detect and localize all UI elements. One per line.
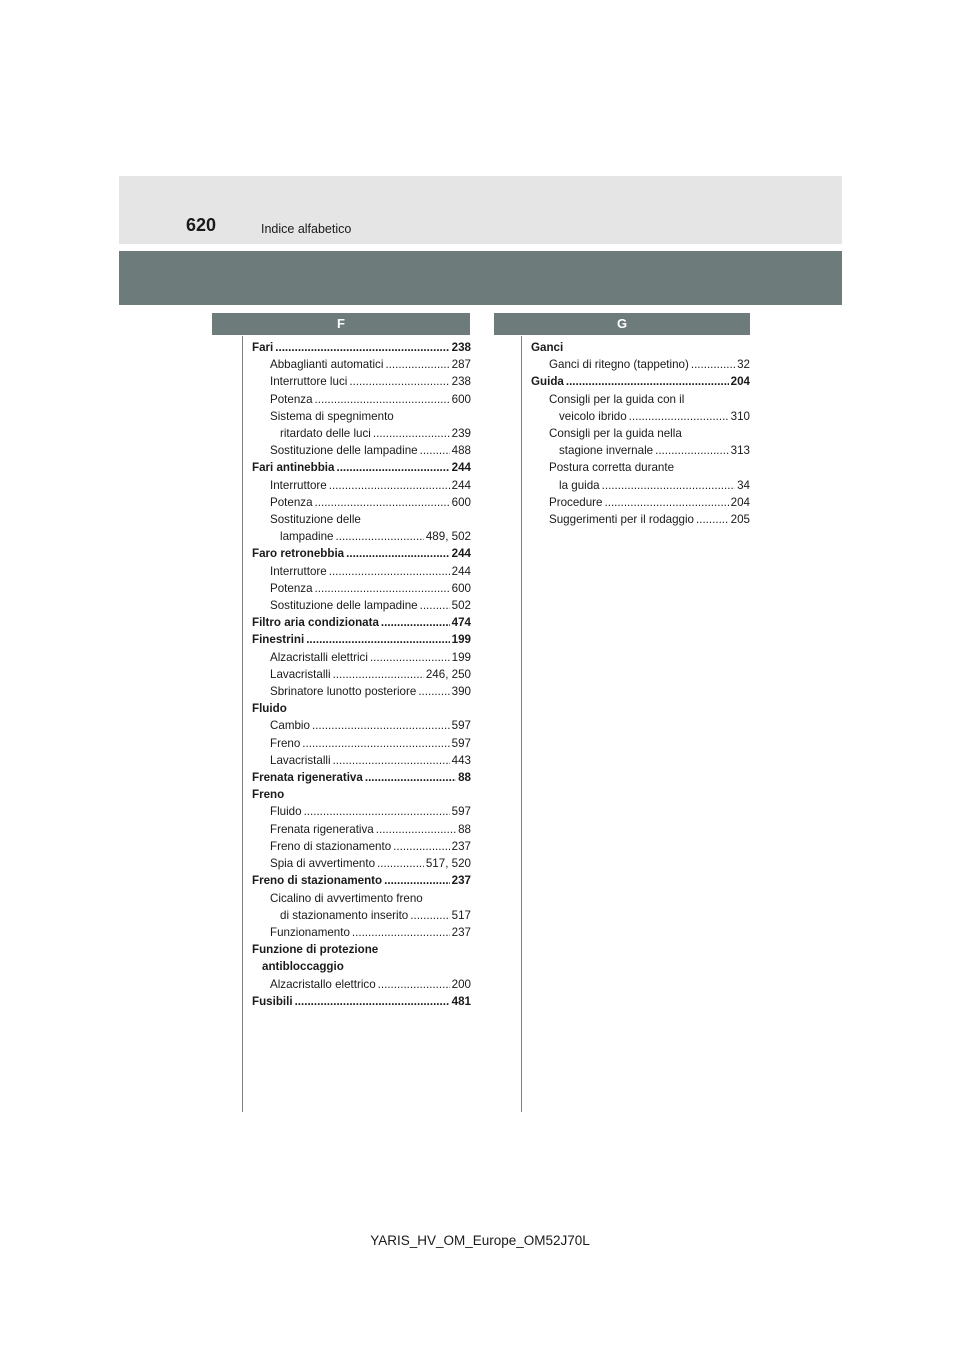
index-entry-page: 88 — [458, 822, 471, 836]
index-entry-text: lampadine — [280, 530, 334, 544]
index-entry — [252, 924, 471, 941]
index-entry — [252, 459, 471, 476]
index-entry-text: Frenata rigenerativa — [252, 771, 363, 785]
index-entry-text: Fari — [252, 341, 274, 354]
dot-leader — [420, 442, 450, 459]
index-entry-page: 239 — [451, 427, 471, 441]
dot-leader — [381, 614, 450, 631]
dot-leader — [384, 872, 450, 889]
index-entry-text: Potenza — [270, 581, 313, 595]
dot-leader — [352, 924, 450, 941]
index-entry-text: Faro retronebbia — [252, 547, 345, 561]
dot-leader — [373, 425, 450, 442]
document-code: YARIS_HV_OM_Europe_OM52J70L — [370, 1233, 590, 1248]
index-entry — [531, 459, 750, 476]
dot-leader — [365, 769, 456, 786]
dot-leader — [566, 373, 729, 390]
index-entry — [252, 700, 471, 717]
index-entry-text: stagione invernale — [559, 444, 654, 458]
dot-leader — [333, 752, 450, 769]
index-entry-page: 310 — [730, 409, 750, 423]
dot-leader — [346, 545, 450, 562]
dot-leader — [329, 563, 450, 580]
index-entry — [531, 391, 750, 408]
index-entry-text: Sbrinatore lunotto posteriore — [270, 685, 417, 699]
index-entry-text: Fusibili — [252, 994, 293, 1008]
dot-leader — [312, 717, 450, 734]
index-entry-text: Sistema di spegnimento — [270, 409, 394, 423]
index-entry-page: 244 — [451, 478, 471, 492]
index-entry-text: Freno — [252, 788, 285, 802]
letter-header-f: F — [212, 313, 470, 335]
index-entry-page: 600 — [451, 495, 471, 509]
index-entry — [252, 717, 471, 734]
index-entry-page: 200 — [451, 977, 471, 991]
index-entry-page: 199 — [451, 650, 471, 664]
index-entry — [252, 838, 471, 855]
index-entry — [252, 597, 471, 614]
index-entry — [252, 425, 471, 442]
column-divider — [521, 336, 522, 1112]
dot-leader — [336, 528, 424, 545]
index-entry — [252, 769, 471, 786]
index-entry-text: Lavacristalli — [270, 753, 331, 767]
column-divider — [242, 336, 243, 1112]
index-entry-text: Interruttore luci — [270, 375, 348, 389]
index-entry-page: 204 — [730, 375, 750, 389]
index-entry-page: 237 — [451, 925, 471, 939]
index-entry-text: Potenza — [270, 495, 313, 509]
letter-header-g: G — [494, 313, 750, 335]
index-entry-text: Alzacristallo elettrico — [270, 977, 376, 991]
index-entry — [252, 683, 471, 700]
dot-leader — [333, 666, 424, 683]
index-entry — [252, 803, 471, 820]
index-entry-page: 204 — [730, 495, 750, 509]
index-entry-text: Suggerimenti per il rodaggio — [549, 513, 695, 527]
index-entry — [252, 855, 471, 872]
index-entry — [531, 425, 750, 442]
dot-leader — [306, 631, 449, 648]
index-entry-text: Fluido — [252, 702, 287, 716]
index-entry-page: 32 — [737, 358, 750, 372]
index-entry-page: 199 — [451, 633, 471, 647]
index-entry — [252, 821, 471, 838]
index-entry-text: Cicalino di avvertimento freno — [270, 891, 423, 905]
index-entry — [252, 993, 471, 1010]
index-entry — [531, 408, 750, 425]
index-entry-page: 390 — [451, 685, 471, 699]
index-entry — [252, 976, 471, 993]
header-band — [119, 176, 842, 244]
dot-leader — [336, 459, 449, 476]
index-entry-page: 238 — [451, 341, 471, 354]
index-entry-page: 244 — [451, 564, 471, 578]
index-entry — [252, 442, 471, 459]
index-entry-text: Freno — [270, 736, 301, 750]
dot-leader — [418, 683, 449, 700]
section-band — [119, 251, 842, 305]
index-entry-text: Freno di stazionamento — [252, 874, 383, 888]
index-column-g — [531, 339, 750, 528]
index-entry — [252, 528, 471, 545]
index-entry-text: Consigli per la guida con il — [549, 392, 685, 406]
index-entry — [252, 511, 471, 528]
index-entry-text: Finestrini — [252, 633, 305, 647]
index-entry-text: Sostituzione delle — [270, 513, 361, 527]
page-number: 620 — [186, 215, 217, 235]
index-entry-page: 443 — [451, 753, 471, 767]
index-entry-page: 597 — [451, 805, 471, 819]
index-entry-page: 244 — [451, 547, 471, 561]
dot-leader — [349, 373, 449, 390]
index-entry-page: 517 — [451, 908, 471, 922]
index-entry — [252, 494, 471, 511]
index-entry — [252, 890, 471, 907]
index-entry — [252, 649, 471, 666]
index-entry-text: Procedure — [549, 495, 603, 509]
index-entry-page: 488 — [451, 444, 471, 458]
index-entry-page: 205 — [730, 513, 750, 527]
dot-leader — [377, 855, 424, 872]
index-entry-page: 237 — [451, 839, 471, 853]
dot-leader — [410, 907, 449, 924]
index-entry — [252, 907, 471, 924]
dot-leader — [393, 838, 449, 855]
index-entry-text: Funzionamento — [270, 925, 350, 939]
index-entry-page: 237 — [451, 874, 471, 888]
index-entry — [252, 391, 471, 408]
index-entry-text: Filtro aria condizionata — [252, 616, 379, 630]
index-entry-text: Abbaglianti automatici — [270, 358, 384, 372]
index-entry-text: Potenza — [270, 392, 313, 406]
dot-leader — [385, 356, 449, 373]
index-entry-page: 287 — [451, 358, 471, 372]
index-entry-text: Sostituzione delle lampadine — [270, 599, 418, 613]
index-entry-text: ritardato delle luci — [280, 427, 371, 441]
dot-leader — [376, 821, 456, 838]
index-entry-text: Cambio — [270, 719, 310, 733]
dot-leader — [315, 580, 450, 597]
dot-leader — [691, 356, 735, 373]
index-entry-text: Funzione di protezione — [252, 943, 379, 957]
index-entry-text: Consigli per la guida nella — [549, 427, 682, 441]
index-entry-text: Freno di stazionamento — [270, 839, 392, 853]
index-entry — [252, 477, 471, 494]
dot-leader — [304, 803, 450, 820]
dot-leader — [605, 494, 729, 511]
index-entry — [252, 872, 471, 889]
index-entry — [531, 494, 750, 511]
index-entry — [531, 339, 750, 356]
index-entry — [252, 545, 471, 562]
dot-leader — [629, 408, 729, 425]
index-entry — [252, 339, 471, 356]
index-entry-text: Ganci di ritegno (tappetino) — [549, 358, 689, 372]
index-entry — [531, 442, 750, 459]
index-entry-page: 474 — [451, 616, 471, 630]
index-entry-text: Frenata rigenerativa — [270, 822, 374, 836]
index-entry — [252, 408, 471, 425]
index-entry-text: antibloccaggio — [262, 960, 344, 974]
index-entry-page: 489, 502 — [425, 530, 471, 544]
dot-leader — [329, 477, 450, 494]
index-entry-text: la guida — [559, 478, 600, 492]
index-entry — [252, 580, 471, 597]
index-entry-page: 600 — [451, 392, 471, 406]
index-entry — [252, 941, 471, 958]
index-entry — [531, 373, 750, 390]
dot-leader — [655, 442, 729, 459]
index-entry-text: Fluido — [270, 805, 302, 819]
index-entry-text: Fari antinebbia — [252, 461, 335, 475]
index-entry-text: Guida — [531, 375, 564, 389]
index-entry-text: Interruttore — [270, 564, 327, 578]
index-entry-page: 481 — [451, 994, 471, 1008]
index-entry-page: 597 — [451, 719, 471, 733]
index-entry-text: veicolo ibrido — [559, 409, 627, 423]
index-entry-page: 238 — [451, 375, 471, 389]
dot-leader — [315, 391, 450, 408]
dot-leader — [315, 494, 450, 511]
index-entry-page: 597 — [451, 736, 471, 750]
index-entry-text: Lavacristalli — [270, 667, 331, 681]
index-entry — [252, 614, 471, 631]
dot-leader — [602, 477, 735, 494]
index-entry-text: Alzacristalli elettrici — [270, 650, 368, 664]
index-entry — [252, 786, 471, 803]
index-entry — [252, 958, 471, 975]
index-entry-page: 244 — [451, 461, 471, 475]
index-entry — [252, 666, 471, 683]
dot-leader — [295, 993, 450, 1010]
index-entry-text: di stazionamento inserito — [280, 908, 409, 922]
index-entry — [531, 511, 750, 528]
index-entry-text: Sostituzione delle lampadine — [270, 444, 418, 458]
dot-leader — [370, 649, 450, 666]
index-entry-text: Interruttore — [270, 478, 327, 492]
index-entry-page: 600 — [451, 581, 471, 595]
dot-leader — [378, 976, 450, 993]
index-entry-text: Postura corretta durante — [549, 461, 675, 475]
page-title: Indice alfabetico — [261, 222, 352, 236]
index-entry — [252, 563, 471, 580]
dot-leader — [696, 511, 729, 528]
index-entry — [252, 752, 471, 769]
dot-leader — [302, 735, 449, 752]
index-entry — [252, 356, 471, 373]
index-entry — [531, 477, 750, 494]
index-entry — [252, 735, 471, 752]
index-entry-page: 88 — [458, 771, 471, 785]
index-column-f — [252, 339, 471, 1010]
index-entry — [252, 373, 471, 390]
index-entry — [531, 356, 750, 373]
dot-leader — [275, 339, 449, 356]
index-entry-text: Ganci — [531, 341, 564, 354]
index-entry — [252, 631, 471, 648]
index-entry-page: 246, 250 — [425, 667, 471, 681]
index-entry-page: 517, 520 — [425, 857, 471, 871]
index-entry-page: 502 — [451, 599, 471, 613]
index-entry-page: 34 — [737, 478, 750, 492]
index-entry-page: 313 — [730, 444, 750, 458]
index-entry-text: Spia di avvertimento — [270, 857, 376, 871]
dot-leader — [420, 597, 450, 614]
